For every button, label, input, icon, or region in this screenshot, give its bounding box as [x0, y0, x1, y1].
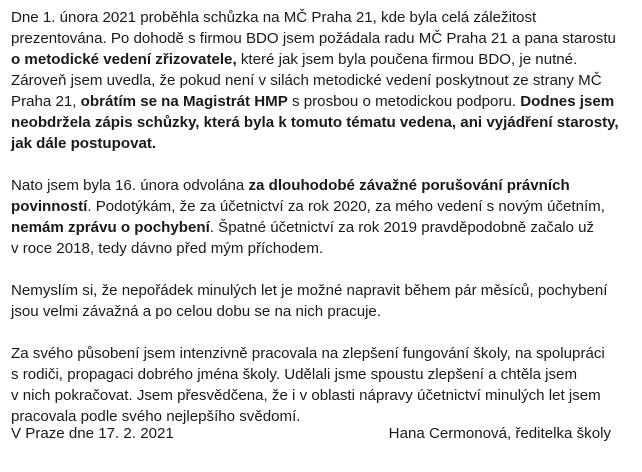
text-segment: Dne 1. února 2021 proběhla schůzka na MČ Praha 21, kde byla celá záležitost: [11, 9, 537, 26]
text-line: [11, 133, 637, 154]
bold-text: jak dále postupovat.: [11, 135, 157, 152]
text-segment: . Podotýkám, že za účetnictví za rok 2020, za mého vedení s novým účetním,: [87, 198, 605, 215]
text-segment: s prosbou o metodickou podporu.: [287, 93, 521, 110]
text-segment: jsou velmi závažná a po celou dobu se na nich pracuje.: [11, 303, 382, 320]
text-line: [11, 301, 637, 322]
signature: Hana Cermonová, ředitelka školy: [388, 425, 611, 442]
text-segment: pracovala podle svého nejlepšího svědomí.: [11, 408, 301, 425]
text-line: [11, 343, 637, 364]
paragraph: [11, 343, 637, 427]
text-line: [11, 28, 637, 49]
text-segment: Zároveň jsem uvedla, že pokud není v silách metodické vedení poskytnout ze strany MČ: [11, 72, 602, 89]
letter-body: [11, 7, 637, 448]
paragraph: [11, 175, 637, 259]
text-segment: Za svého působení jsem intenzivně pracovala na zlepšení fungování školy, na spolupráci: [11, 345, 605, 362]
bold-text: obrátím se na Magistrát HMP: [80, 93, 288, 110]
text-segment: Praha 21,: [11, 93, 81, 110]
text-segment: prezentována. Po dohodě s firmou BDO jsem požádala radu MČ Praha 21 a pana starostu: [11, 30, 616, 47]
text-segment: . Špatné účetnictví za rok 2019 pravděpodobně začalo už: [209, 219, 595, 236]
text-segment: s rodiči, propagaci dobrého jména školy. Udělali jsme spoustu zlepšení a chtěla jsem: [11, 366, 578, 383]
text-line: [11, 280, 637, 301]
text-segment: v nich pokračovat. Jsem přesvědčena, že i v oblasti nápravy účetnictví minulých let jsem: [11, 387, 601, 404]
bold-text: povinností: [11, 198, 88, 215]
text-segment: Nemyslím si, že nepořádek minulých let je možné napravit během pár měsíců, pochybení: [11, 282, 608, 299]
bold-text: Dodnes jsem: [520, 93, 615, 110]
text-line: [11, 70, 637, 91]
text-segment: v roce 2018, tedy dávno před mým příchodem.: [11, 240, 324, 257]
text-line: [11, 217, 637, 238]
letter-footer: [11, 423, 611, 444]
text-line: [11, 385, 637, 406]
text-line: [11, 49, 637, 70]
text-line: [11, 7, 637, 28]
paragraph: [11, 280, 637, 322]
paragraph: [11, 7, 637, 154]
bold-text: za dlouhodobé závažné porušování právních: [248, 177, 570, 194]
place-and-date: V Praze dne 17. 2. 2021: [11, 425, 174, 442]
text-segment: Nato jsem byla 16. února odvolána: [11, 177, 249, 194]
text-line: [11, 196, 637, 217]
text-line: [11, 91, 637, 112]
text-line: [11, 175, 637, 196]
bold-text: nemám zprávu o pochybení: [11, 219, 210, 236]
bold-text: neobdržela zápis schůzky, která byla k tomuto tématu vedena, ani vyjádření starosty,: [11, 114, 619, 131]
text-line: [11, 238, 637, 259]
text-segment: které jak jsem byla poučena firmou BDO, je nutné.: [236, 51, 578, 68]
text-line: [11, 364, 637, 385]
text-line: [11, 112, 637, 133]
bold-text: o metodické vedení zřizovatele,: [11, 51, 237, 68]
